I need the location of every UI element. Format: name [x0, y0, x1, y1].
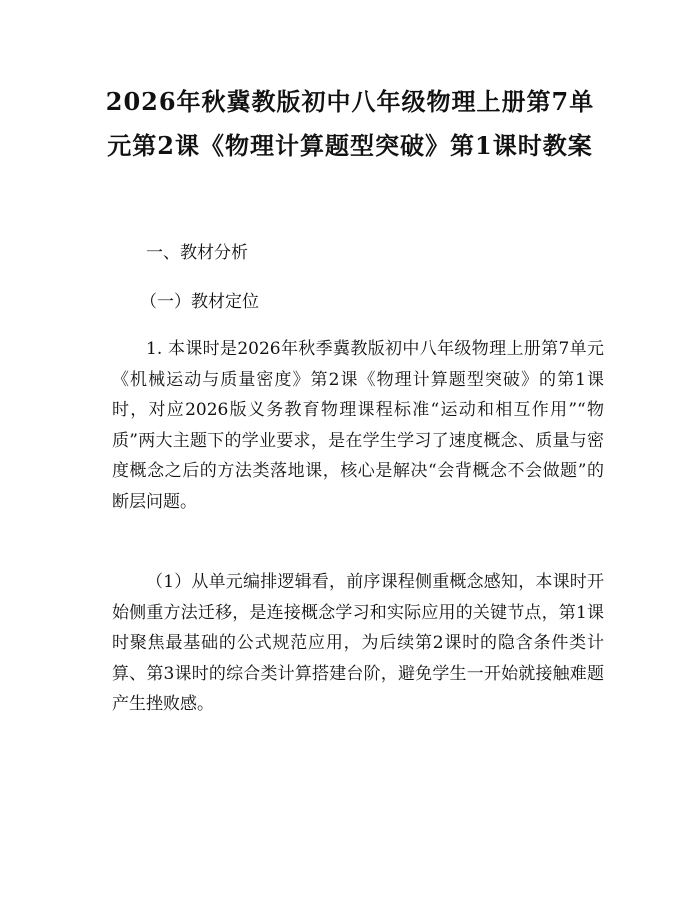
document-title: 2026年秋冀教版初中八年级物理上册第7单元第2课《物理计算题型突破》第1课时教案: [105, 87, 595, 160]
paragraph-2: （1）从单元编排逻辑看，前序课程侧重概念感知，本课时开始侧重方法迁移，是连接概念学习和实际应用的关键节点，第1课时聚焦最基础的公式规范应用，为后续第2课时的隐含条件类计算、第3课时的综合类计算搭建台阶，避免学生一开始就接触难题产生挫败感。: [112, 572, 604, 714]
subsection-heading: （一）教材定位: [140, 292, 259, 312]
section-heading: 一、教材分析: [146, 243, 248, 263]
paragraph-1: 1. 本课时是2026年秋季冀教版初中八年级物理上册第7单元《机械运动与质量密度》第2课《物理计算题型突破》的第1课时，对应2026版义务教育物理课程标准“运动和相互作用”“物质”两大主题下的学业要求，是在学生学习了速度概念、质量与密度概念之后的方法类落地课，核心是解决“会背概念不会做题”的断层问题。: [112, 339, 604, 512]
